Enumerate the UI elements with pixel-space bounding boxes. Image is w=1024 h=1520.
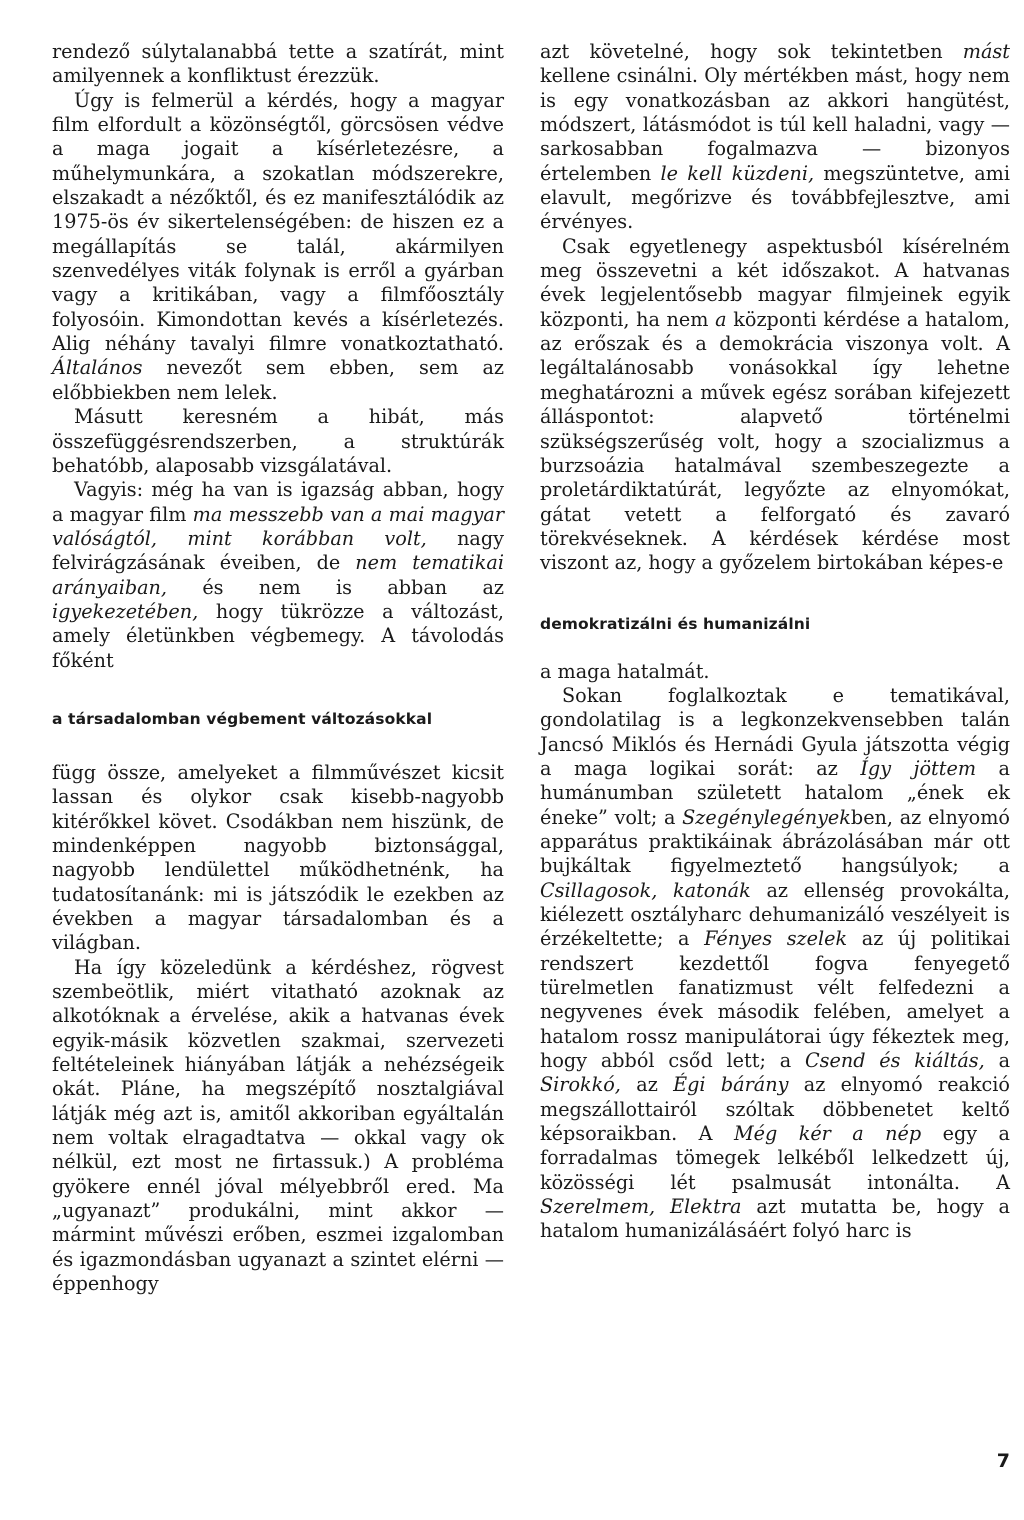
page-number: 7 xyxy=(996,1450,1010,1472)
text-run: központi kérdése a hatalom, az erőszak és a demokrácia viszonya volt. A legáltalánosabb vonásokkal így lehetne meghatározni a művek egész sorában kifejezett álláspontot: alapvető történelmi szükségszerűség volt, hogy a szocializmus a burzsoázia hatalmával szembeszegezte a proletárdiktatúrát, legyőzte az elnyomókat, gátat vetett a felforgató és zavaró törekvéseknek. A kérdések kérdése most viszont az, hogy a győzelem birtokában képes-e xyxy=(540,307,1010,575)
text-run: az ellenség provokálta, kiélezett osztályharc dehumanizáló veszélyeit is érzékeltette; a xyxy=(540,878,1010,951)
film-title: Csend és kiáltás, xyxy=(804,1049,985,1073)
paragraph xyxy=(540,684,1010,1244)
text-run: nagy felvirágzásának éveiben, de xyxy=(52,526,504,575)
italic-text: nem tematikai arányaiban, xyxy=(52,551,504,599)
text-run: ben, az elnyomó apparátus praktikáinak ábrázolásában már ott bujkáltak figyelmeztető hangsúlyok; a xyxy=(540,805,1010,878)
paragraph xyxy=(52,89,504,405)
text-run: Vagyis: még ha van is igazság abban, hogy a magyar film xyxy=(52,478,504,526)
text-run: egy a forradalmas tömegek lelkéből lelkedzett új, közösségi lét psalmusát intonálta. A xyxy=(540,1122,1010,1194)
film-title: Szerelmem, Elektra xyxy=(540,1195,742,1219)
text-run: a xyxy=(998,1049,1011,1073)
paragraph: Ha így közeledünk a kérdéshez, rögvest szembeötlik, miért vitatható azoknak az alkotóknak a érvelése, akik a hatvanas évek egyik-másik közvetlen szakmai, szervezeti feltételeinek hiányában látják a nehézségeik okát. Pláne, ha megszépítő nosztalgiával látják még azt is, amitől akkoriban egyáltalán nem voltak elragadtatva — okkal vagy ok nélkül, ezt most ne firtassuk.) A probléma gyökere ennél jóval mélyebbről ered. Ma „ugyanazt” produkálni, mint akkor — mármint művészi erőben, eszmei izgalomban és igazmondásban ugyanazt a szintet elérni — éppenhogy xyxy=(52,955,504,1296)
text-run: Úgy is felmerül a kérdés, hogy a magyar film elfordult a közönségtől, görcsösen védve a maga jogait a kísérletezésre, a műhelymunkára, a szokatlan módszerekre, elszakadt a nézőktől, és ez manifesztálódik az 1975-ös év sikertelenségében: de hiszen ez a megállapítás se talál, akármilyen szenvedélyes viták folynak is erről a gyárban vagy a kritikában, vagy a filmfőosztály folyosóin. Kimondottan kevés a kísérletezés. Alig néhány tavalyi filmre vonatkoztatható. xyxy=(52,88,504,356)
text-run: megszüntetve, ami elavult, megőrizve és továbbfejlesztve, ami érvényes. xyxy=(540,161,1010,234)
text-run: nevezőt sem ebben, sem az előbbiekben nem lelek. xyxy=(52,356,504,404)
text-run: kellene csinálni. Oly mértékben mást, hogy nem is egy vonatkozásban az akkori hangütést, módszert, látásmódot is túl kell haladni, vagy — sarkosabban fogalmazva — bizonyos értelemben xyxy=(540,64,1010,185)
text-run: Csak egyetlenegy aspektusból kísérelném meg összevetni a két időszakot. A hatvanas évek legjelentősebb magyar filmjeinek egyik központi, ha nem xyxy=(540,234,1010,331)
italic-text: le kell küzdeni, xyxy=(660,161,815,185)
section-heading: a társadalomban végbement változásokkal xyxy=(52,709,433,728)
text-run: azt követelné, hogy sok tekintetben xyxy=(540,40,943,63)
paragraph: a maga hatalmát. xyxy=(540,659,710,683)
text-run: hogy tükrözze a változást, amely életünkben végbemegy. A távolodás főként xyxy=(52,599,504,672)
italic-text: a xyxy=(715,307,727,331)
text-run: az új politikai rendszert kezdettől fogva fenyegető türelmetlen fanatizmust vélt felfedezni a negyvenes évek második felében, amelyet a hatalom rossz manipulátorai úgy fékeztek meg, hogy abból csőd lett; a xyxy=(540,927,1010,1073)
paragraph xyxy=(540,235,1010,576)
film-title: Sirokkó, xyxy=(540,1073,621,1097)
right-column xyxy=(540,40,1010,1244)
text-run: az elnyomó reakció megszállottairól szóltak döbbenetet keltő képsoraikban. A xyxy=(540,1073,1010,1146)
film-title: Még kér a nép xyxy=(733,1122,922,1146)
film-title: Fényes szelek xyxy=(704,927,848,951)
italic-text: igyekezetében, xyxy=(52,599,199,623)
section-heading: demokratizálni és humanizálni xyxy=(540,614,811,633)
film-title: Így jöttem xyxy=(860,756,977,780)
paragraph: Másutt keresném a hibát, más összefüggésrendszerben, a struktúrák behatóbb, alaposabb vizsgálatával. xyxy=(52,405,504,477)
text-run: és nem is abban az xyxy=(202,575,504,599)
italic-text: Általános xyxy=(52,356,143,380)
text-run: azt mutatta be, hogy a hatalom humanizálásáért folyó harc is xyxy=(540,1195,1010,1243)
text-run: az xyxy=(636,1073,658,1097)
text-run: a humánumban született hatalom „ének ek éneke” volt; a xyxy=(540,756,1010,829)
paragraph xyxy=(52,478,504,673)
italic-text: mást xyxy=(962,40,1010,63)
film-title: Csillagosok, katonák xyxy=(540,878,751,902)
film-title: Égi bárány xyxy=(673,1073,789,1097)
italic-text: ma messzebb van a mai magyar valóságtól, mint korábban volt, xyxy=(52,502,504,550)
paragraph xyxy=(540,40,1010,235)
film-title: Szegénylegények xyxy=(682,805,851,829)
paragraph: függ össze, amelyeket a filmművészet kicsit lassan és olykor csak kisebb-nagyobb kitérőkkel követ. Csodákban nem hiszünk, de mindenképpen nagyobb biztonsággal, nagyobb lendülettel működhetnénk, ha tudatosítanánk: mi is játszódik le ezekben az években a magyar társadalomban és a világban. xyxy=(52,760,504,955)
left-column xyxy=(52,40,504,1297)
text-run: Sokan foglalkoztak e tematikával, gondolatilag is a legkonzekvensebben talán Jancsó Miklós és Hernádi Gyula játszotta végig a maga logikai sorát: az xyxy=(540,683,1010,780)
paragraph: rendező súlytalanabbá tette a szatírát, mint amilyennek a konfliktust érezzük. xyxy=(52,40,504,88)
